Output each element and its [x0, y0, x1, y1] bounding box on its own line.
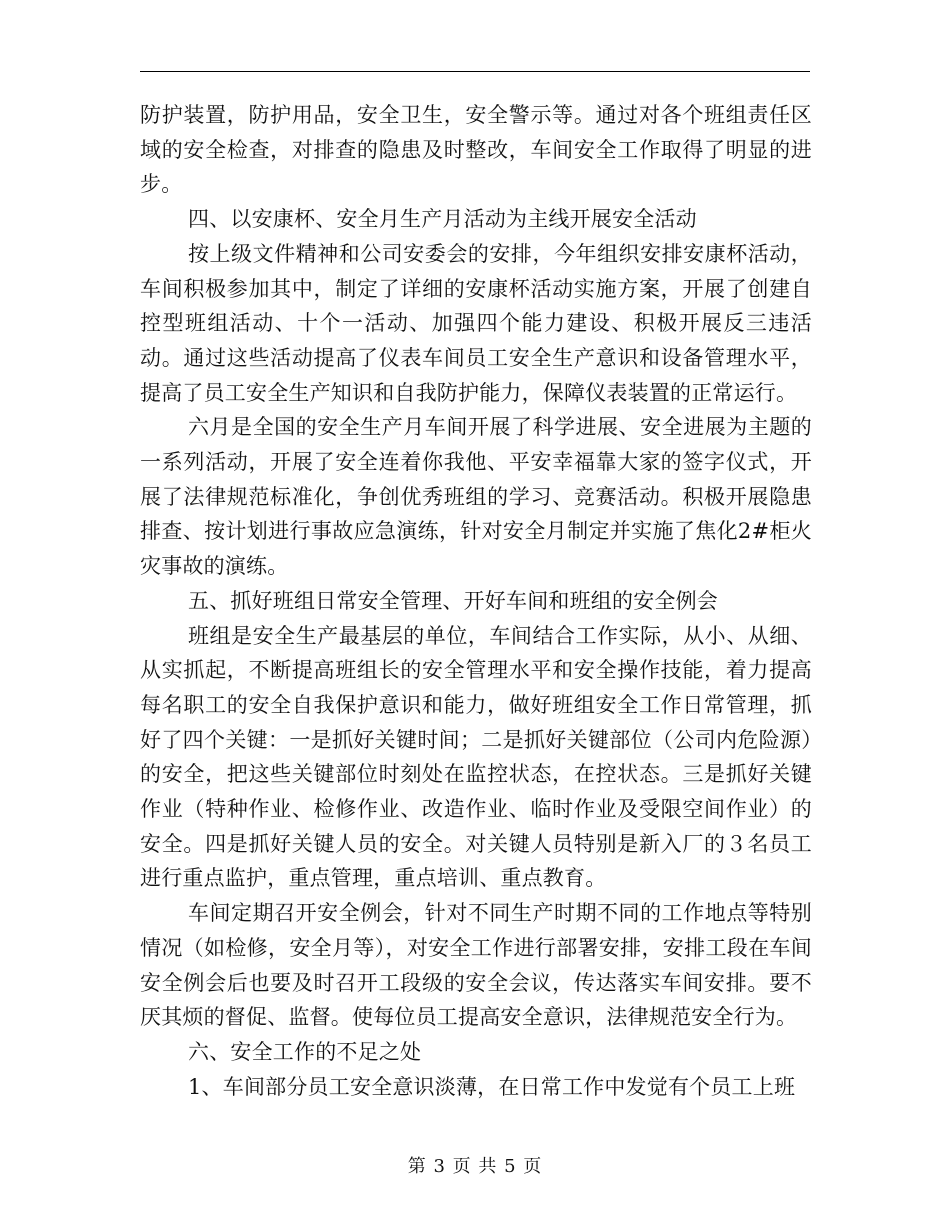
section-heading-4: 四、以安康杯、安全月生产月活动为主线开展安全活动: [188, 207, 697, 232]
section-heading-6: 六、安全工作的不足之处: [188, 1039, 422, 1064]
paragraph-safety-month: 六月是全国的安全生产月车间开展了科学进展、安全进展为主题的一系列活动，开展了安全连着你我他、平安幸福靠大家的签字仪式，开展了法律规范标准化，争创优秀班组的学习、竞赛活动。积极开展隐患排查、按计划进行事故应急演练，针对安全月制定并实施了焦化2#柜火灾事故的演练。: [140, 415, 812, 579]
paragraph-ankang-cup: 按上级文件精神和公司安委会的安排，今年组织安排安康杯活动，车间积极参加其中，制定了详细的安康杯活动实施方案，开展了创建自控型班组活动、十个一活动、加强四个能力建设、积极开展反三违活动。通过这些活动提高了仪表车间员工安全生产意识和设备管理水平，提高了员工安全生产知识和自我防护能力，保障仪表装置的正常运行。: [140, 241, 812, 405]
paragraph-safety-meeting: 车间定期召开安全例会，针对不同生产时期不同的工作地点等特别情况（如检修，安全月等），对安全工作进行部署安排，安排工段在车间安全例会后也要及时召开工段级的安全会议，传达落实车间安排。要不厌其烦的督促、监督。使每位员工提高安全意识，法律规范安全行为。: [140, 901, 812, 1030]
paragraph-team-management: 班组是安全生产最基层的单位，车间结合工作实际，从小、从细、从实抓起，不断提高班组长的安全管理水平和安全操作技能，着力提高每名职工的安全自我保护意识和能力，做好班组安全工作日常管理，抓好了四个关键：一是抓好关键时间；二是抓好关键部位（公司内危险源）的安全，把这些关键部位时刻处在监控状态，在控状态。三是抓好关键作业（特种作业、检修作业、改造作业、临时作业及受限空间作业）的安全。四是抓好关键人员的安全。对关键人员特别是新入厂的３名员工进行重点监护，重点管理，重点培训、重点教育。: [140, 623, 812, 891]
page-number-footer: 第 3 页 共 5 页: [407, 1156, 543, 1177]
header-rule: [140, 71, 810, 72]
paragraph-shortcoming-1: 1、车间部分员工安全意识淡薄，在日常工作中发觉有个员工上班: [188, 1074, 796, 1099]
document-body: [140, 98, 812, 1104]
section-heading-5: 五、抓好班组日常安全管理、开好车间和班组的安全例会: [188, 588, 718, 613]
paragraph-continuation: 防护装置，防护用品，安全卫生，安全警示等。通过对各个班组责任区域的安全检查，对排查的隐患及时整改，车间安全工作取得了明显的进步。: [140, 103, 812, 197]
